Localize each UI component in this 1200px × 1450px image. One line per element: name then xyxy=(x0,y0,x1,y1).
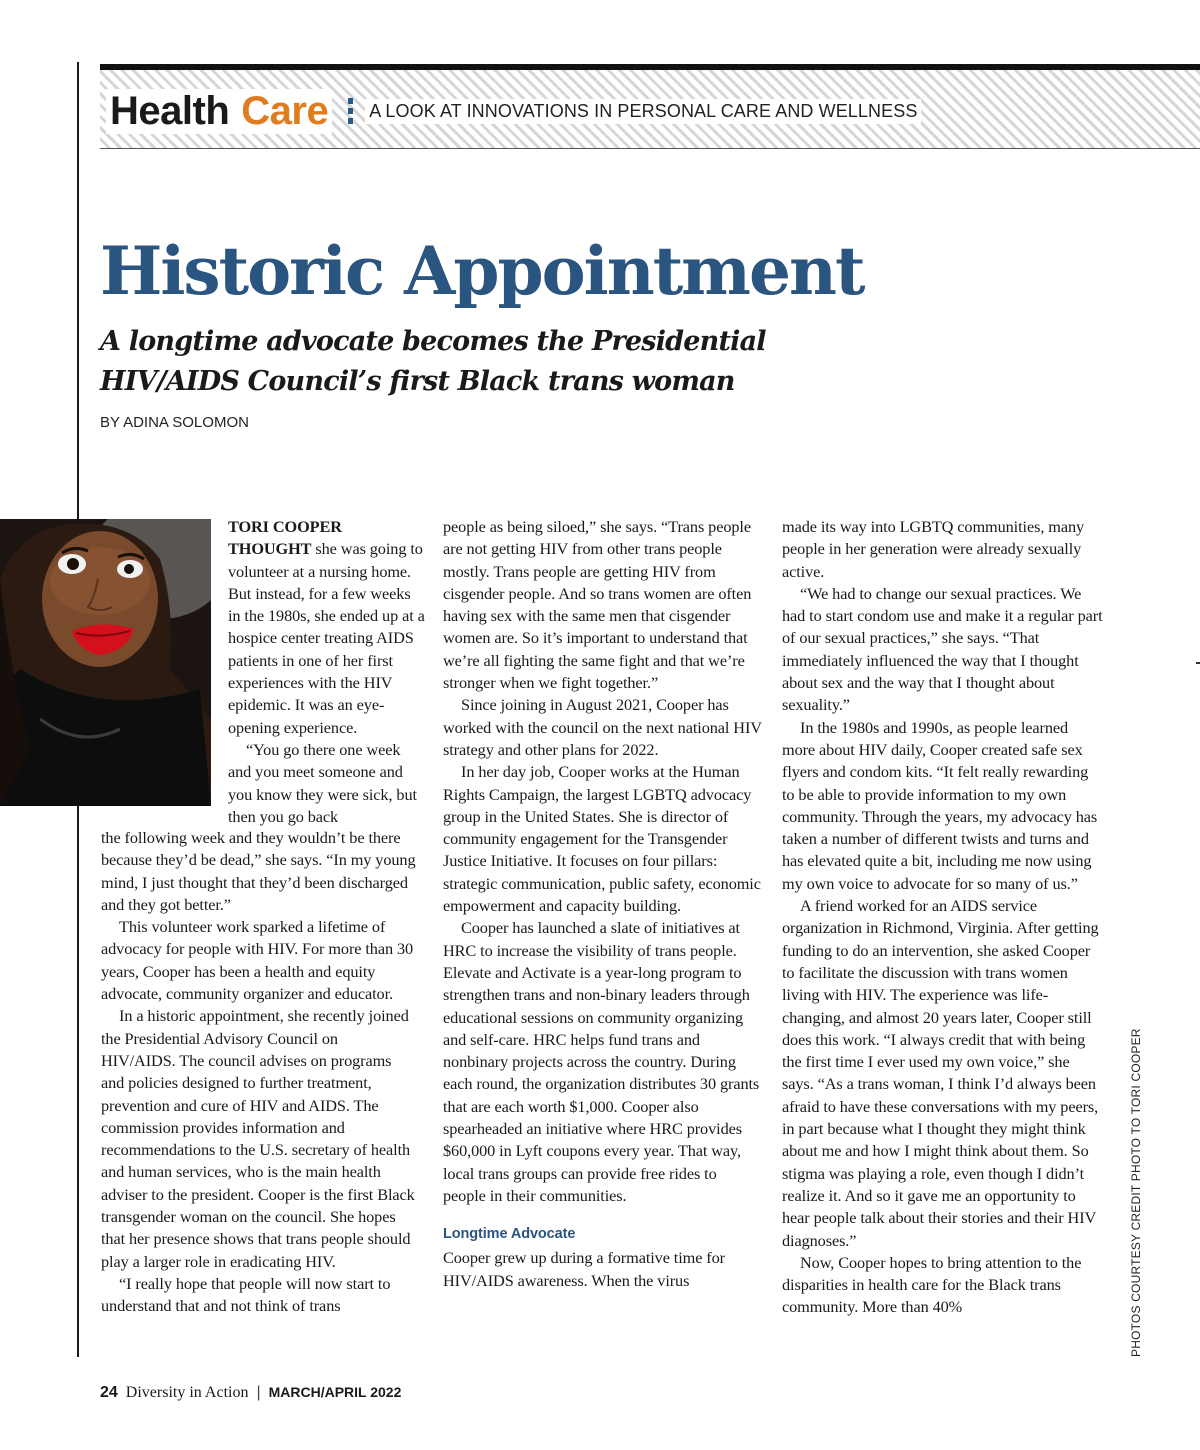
body-paragraph: “I really hope that people will now start to understand that and not think of trans xyxy=(101,1273,391,1316)
page-number: 24 xyxy=(100,1384,118,1401)
body-paragraph: A friend worked for an AIDS service organization in Richmond, Virginia. After getting funding to do an intervention, she asked Cooper to facilitate the discussion with trans women living with HIV. The experience was life-changing, and almost 20 years later, Cooper still does this work. “I always credit that with being the first time I ever used my own voice,” she says. “As a trans woman, I think I’d always been afraid to have these conversations with my peers, in part because what I thought they might think about me and how I might think about them. So stigma was playing a role, even though I didn’t realize it. And so it gave me an opportunity to hear people talk about their stories and their HIV diagnoses.” xyxy=(782,896,1099,1250)
body-paragraph: This volunteer work sparked a lifetime of advocacy for people with HIV. For more than 30 years, Cooper has been a health and equity advocate, community organizer and educator. xyxy=(101,917,414,1004)
body-paragraph: In a historic appointment, she recently joined the Presidential Advisory Council on HIV/AIDS. The council advises on programs and policies designed to further treatment, prevention and cure of HIV and AIDS. The commission provides information and recommendations to the U.S. secretary of health and human services, who is the main health adviser to the president. Cooper is the first Black transgender woman on the council. She hopes that her presence shows that trans people should play a larger role in eradicating HIV. xyxy=(101,1006,415,1271)
article-byline: BY ADINA SOLOMON xyxy=(100,414,249,431)
separator-dots-icon xyxy=(348,98,353,124)
section-banner xyxy=(100,64,1200,149)
footer-separator: | xyxy=(256,1384,261,1401)
section-word-care: Care xyxy=(241,88,329,133)
body-column-3 xyxy=(782,516,1104,1319)
margin-tick xyxy=(1196,662,1200,664)
portrait-photo xyxy=(0,519,211,806)
body-column-1-bottom xyxy=(101,827,416,1318)
body-paragraph: Since joining in August 2021, Cooper has worked with the council on the next national HIV strategy and other plans for 2022. xyxy=(443,695,762,759)
section-title xyxy=(106,89,332,134)
article-headline: Historic Appointment xyxy=(100,232,864,310)
magazine-name: Diversity in Action xyxy=(125,1384,249,1401)
body-column-2 xyxy=(443,516,763,1292)
body-column-1-top xyxy=(228,516,426,828)
body-paragraph: made its way into LGBTQ communities, many people in her generation were already sexually active. xyxy=(782,517,1085,581)
body-paragraph: TORI COOPER THOUGHT she was going to volunteer at a nursing home. But instead, for a few weeks in the 1980s, she ended up at a hospice center treating AIDS patients in one of her first experiences with the HIV epidemic. It was an eye-opening experience. xyxy=(228,517,425,737)
lead-in-text: TORI COOPER THOUGHT xyxy=(228,517,342,559)
body-paragraph: the following week and they wouldn’t be there because they’d be dead,” she says. “In my young mind, I just thought that they’d been discharged and they got better.” xyxy=(101,828,416,914)
body-paragraph: “We had to change our sexual practices. We had to start condom use and make it a regular part of our sexual practices,” she says. “That immediately influenced the way that I thought about sex and the way that I thought about sexuality.” xyxy=(782,583,1103,715)
section-subhead: Longtime Advocate xyxy=(443,1226,576,1243)
page-footer xyxy=(100,1384,401,1402)
body-paragraph: Cooper grew up during a formative time for HIV/AIDS awareness. When the virus xyxy=(443,1248,725,1290)
issue-date: MARCH/APRIL 2022 xyxy=(268,1384,402,1400)
photo-credit: PHOTOS COURTESY CREDIT PHOTO TO TORI COOPER xyxy=(1129,1028,1143,1357)
body-paragraph: “You go there one week and you meet someone and you know they were sick, but then you go back xyxy=(228,739,417,826)
body-paragraph: In the 1980s and 1990s, as people learned more about HIV daily, Cooper created safe sex flyers and condom kits. “It felt really rewarding to be able to provide information to my own community. Through the years, my advocacy has taken a number of different twists and turns and has elevated quite a bit, including me now using my own voice to advocate for so many of us.” xyxy=(782,717,1098,893)
section-tagline: A LOOK AT INNOVATIONS IN PERSONAL CARE AND WELLNESS xyxy=(365,99,921,124)
body-paragraph: In her day job, Cooper works at the Human Rights Campaign, the largest LGBTQ advocacy group in the United States. She is director of community engagement for the Transgender Justice Initiative. It focuses on four pillars: strategic communication, public safety, economic empowerment and capacity building. xyxy=(443,762,761,916)
article-subhead: A longtime advocate becomes the Presidential HIV/AIDS Council’s first Black trans woman xyxy=(100,326,766,397)
section-word-health: Health xyxy=(110,88,230,133)
body-paragraph: people as being siloed,” she says. “Trans people are not getting HIV from other trans people mostly. Trans people are getting HIV from cisgender people. And so trans women are often having sex with the same men that cisgender women are. So it’s important to understand that we’re all fighting the same fight and that we’re stronger when we fight together.” xyxy=(443,517,752,693)
body-paragraph: Now, Cooper hopes to bring attention to the disparities in health care for the Black trans community. More than 40% xyxy=(782,1252,1082,1317)
body-paragraph: Cooper has launched a slate of initiatives at HRC to increase the visibility of trans people. Elevate and Activate is a year-long program to strengthen trans and non-binary leaders through educational sessions on community organizing and self-care. HRC helps fund trans and nonbinary projects across the country. During each round, the organization distributes 30 grants that are each worth $1,000. Cooper also spearheaded an initiative where HRC provides $60,000 in Lyft coupons every year. That way, local trans groups can provide free rides to people in their communities. xyxy=(443,918,760,1205)
portrait-illustration xyxy=(0,519,211,806)
